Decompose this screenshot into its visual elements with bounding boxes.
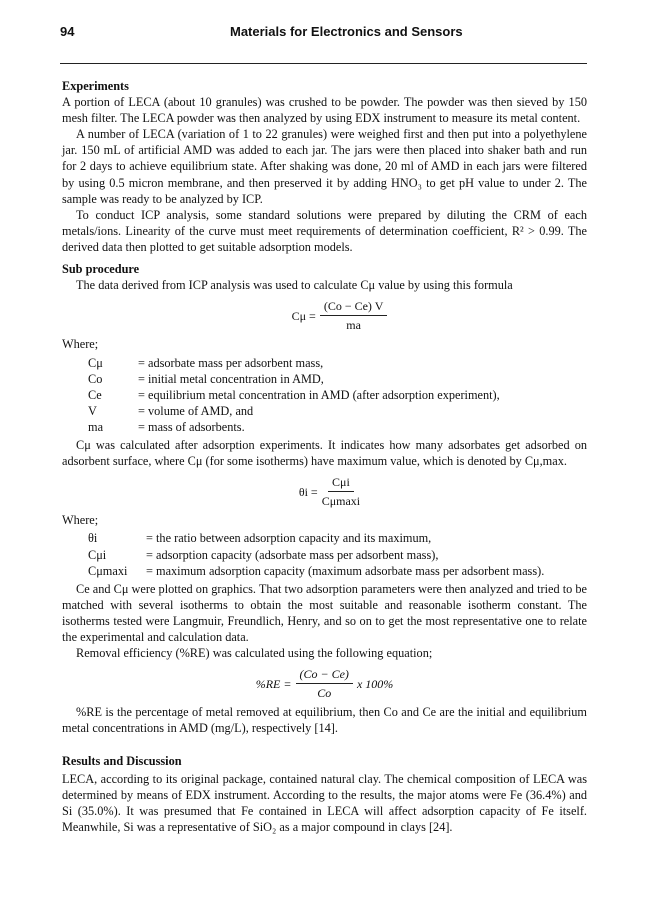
equation-fraction <box>322 474 360 509</box>
definition-row <box>88 387 587 403</box>
header-rule <box>60 63 587 64</box>
equation-theta <box>72 474 587 509</box>
paragraph: Cμ was calculated after adsorption experiments. It indicates how many adsorbates get adsorbed on adsorbent surface, where Cμ (for some isotherms) have maximum value, which is denoted by Cμ,max. <box>62 437 587 469</box>
page-number: 94 <box>60 24 75 39</box>
equation-denominator: Co <box>317 686 332 701</box>
page-header <box>60 20 585 42</box>
page-body <box>62 78 587 835</box>
paragraph: A number of LECA (variation of 1 to 22 granules) were weighed first and then put into a polyethylene jar. 150 mL of artificial AMD was added to each jar. The jars were then placed into shaker bath and run for 2 days to achieve equilibrium state. After shaking was done, 20 ml of AMD in each jars were filtered by using 0.5 micron membrane, and then preserved it by adding HNO₃ to get pH value to under 2. The sample was ready to be analyzed by ICP. <box>62 127 587 206</box>
definition-symbol: V <box>88 403 97 418</box>
definition-symbol: Co <box>88 371 103 386</box>
equation-denominator: Cμmaxi <box>321 494 361 509</box>
equation-numerator: (Co − Ce) <box>296 666 353 684</box>
equation-cmu <box>92 298 587 333</box>
section-heading-results: Results and Discussion <box>62 753 182 768</box>
definition-text: = mass of adsorbents. <box>138 419 245 434</box>
equation-numerator: Cμi <box>328 474 354 492</box>
definition-text: = initial metal concentration in AMD, <box>138 371 324 386</box>
running-title: Materials for Electronics and Sensors <box>230 24 463 39</box>
equation-fraction <box>320 298 388 333</box>
definition-symbol: Cμi <box>88 547 107 562</box>
definition-symbol: ma <box>88 419 104 434</box>
paragraph: A portion of LECA (about 10 granules) was crushed to be powder. The powder was then sieved by 150 mesh filter. The LECA powder was then analyzed by using EDX instrument to measure its metal content. <box>62 95 587 126</box>
paragraph: LECA, according to its original package, contained natural clay. The chemical composition of LECA was determined by means of EDX instrument. According to the results, the major atoms were Fe (36.4%) and Si (35.0%). It was presumed that Fe contained in LECA will affect adsorption capacity of Fe itself. Meanwhile, Si was a representative of SiO₂ as a major compound in clays [24]. <box>62 771 587 834</box>
definition-row <box>88 403 587 419</box>
paragraph: %RE is the percentage of metal removed at equilibrium, then Co and Ce are the initial and equilibrium metal concentrations in AMD (mg/L), respectively [14]. <box>62 705 587 736</box>
definition-list <box>88 530 587 578</box>
definition-symbol: Cμmaxi <box>88 563 128 578</box>
definition-symbol: Cμ <box>88 355 103 370</box>
definition-text: = adsorbate mass per adsorbent mass, <box>138 355 324 370</box>
equation-rhs: x 100% <box>356 676 394 691</box>
equation-lhs: θi = <box>298 484 318 499</box>
equation-fraction <box>296 666 353 701</box>
definition-list <box>88 355 587 435</box>
definition-row <box>88 355 587 371</box>
where-label: Where; <box>62 513 99 528</box>
definition-text: = the ratio between adsorption capacity and its maximum, <box>146 531 432 546</box>
paragraph: To conduct ICP analysis, some standard solutions were prepared by diluting the CRM of each metals/ions. Linearity of the curve must meet requirements of determination coefficient, R² > 0.99. The derived data then plotted to get suitable adsorption models. <box>62 207 587 254</box>
paragraph: Removal efficiency (%RE) was calculated using the following equation; <box>76 646 433 661</box>
paragraph: The data derived from ICP analysis was used to calculate Cμ value by using this formula <box>76 278 513 293</box>
equation-denominator: ma <box>346 318 361 333</box>
equation-lhs: Cμ = <box>291 308 316 323</box>
paragraph: Ce and Cμ were plotted on graphics. That two adsorption parameters were then analyzed and tried to be matched with several isotherms to obtain the most suitable and reasonable isotherm constant. The isotherms tested were Langmuir, Freundlich, Henry, and so on to get the most representative one to relate the experimental and calculation data. <box>62 581 587 644</box>
definition-text: = equilibrium metal concentration in AMD (after adsorption experiment), <box>138 387 500 402</box>
equation-lhs: %RE = <box>255 676 292 691</box>
definition-text: = volume of AMD, and <box>138 403 254 418</box>
definition-symbol: θi <box>88 531 98 546</box>
definition-row <box>88 371 587 387</box>
section-heading-sub-procedure: Sub procedure <box>62 262 140 277</box>
section-heading-experiments: Experiments <box>62 79 129 93</box>
definition-text: = adsorption capacity (adsorbate mass per adsorbent mass), <box>146 547 439 562</box>
definition-row <box>88 419 587 435</box>
definition-row <box>88 547 587 563</box>
where-label: Where; <box>62 337 99 352</box>
definition-row <box>88 530 587 546</box>
equation-removal-efficiency <box>62 666 587 701</box>
definition-symbol: Ce <box>88 387 102 402</box>
equation-numerator: (Co − Ce) V <box>320 298 388 316</box>
definition-row <box>88 563 587 579</box>
definition-text: = maximum adsorption capacity (maximum adsorbate mass per adsorbent mass). <box>146 563 545 578</box>
